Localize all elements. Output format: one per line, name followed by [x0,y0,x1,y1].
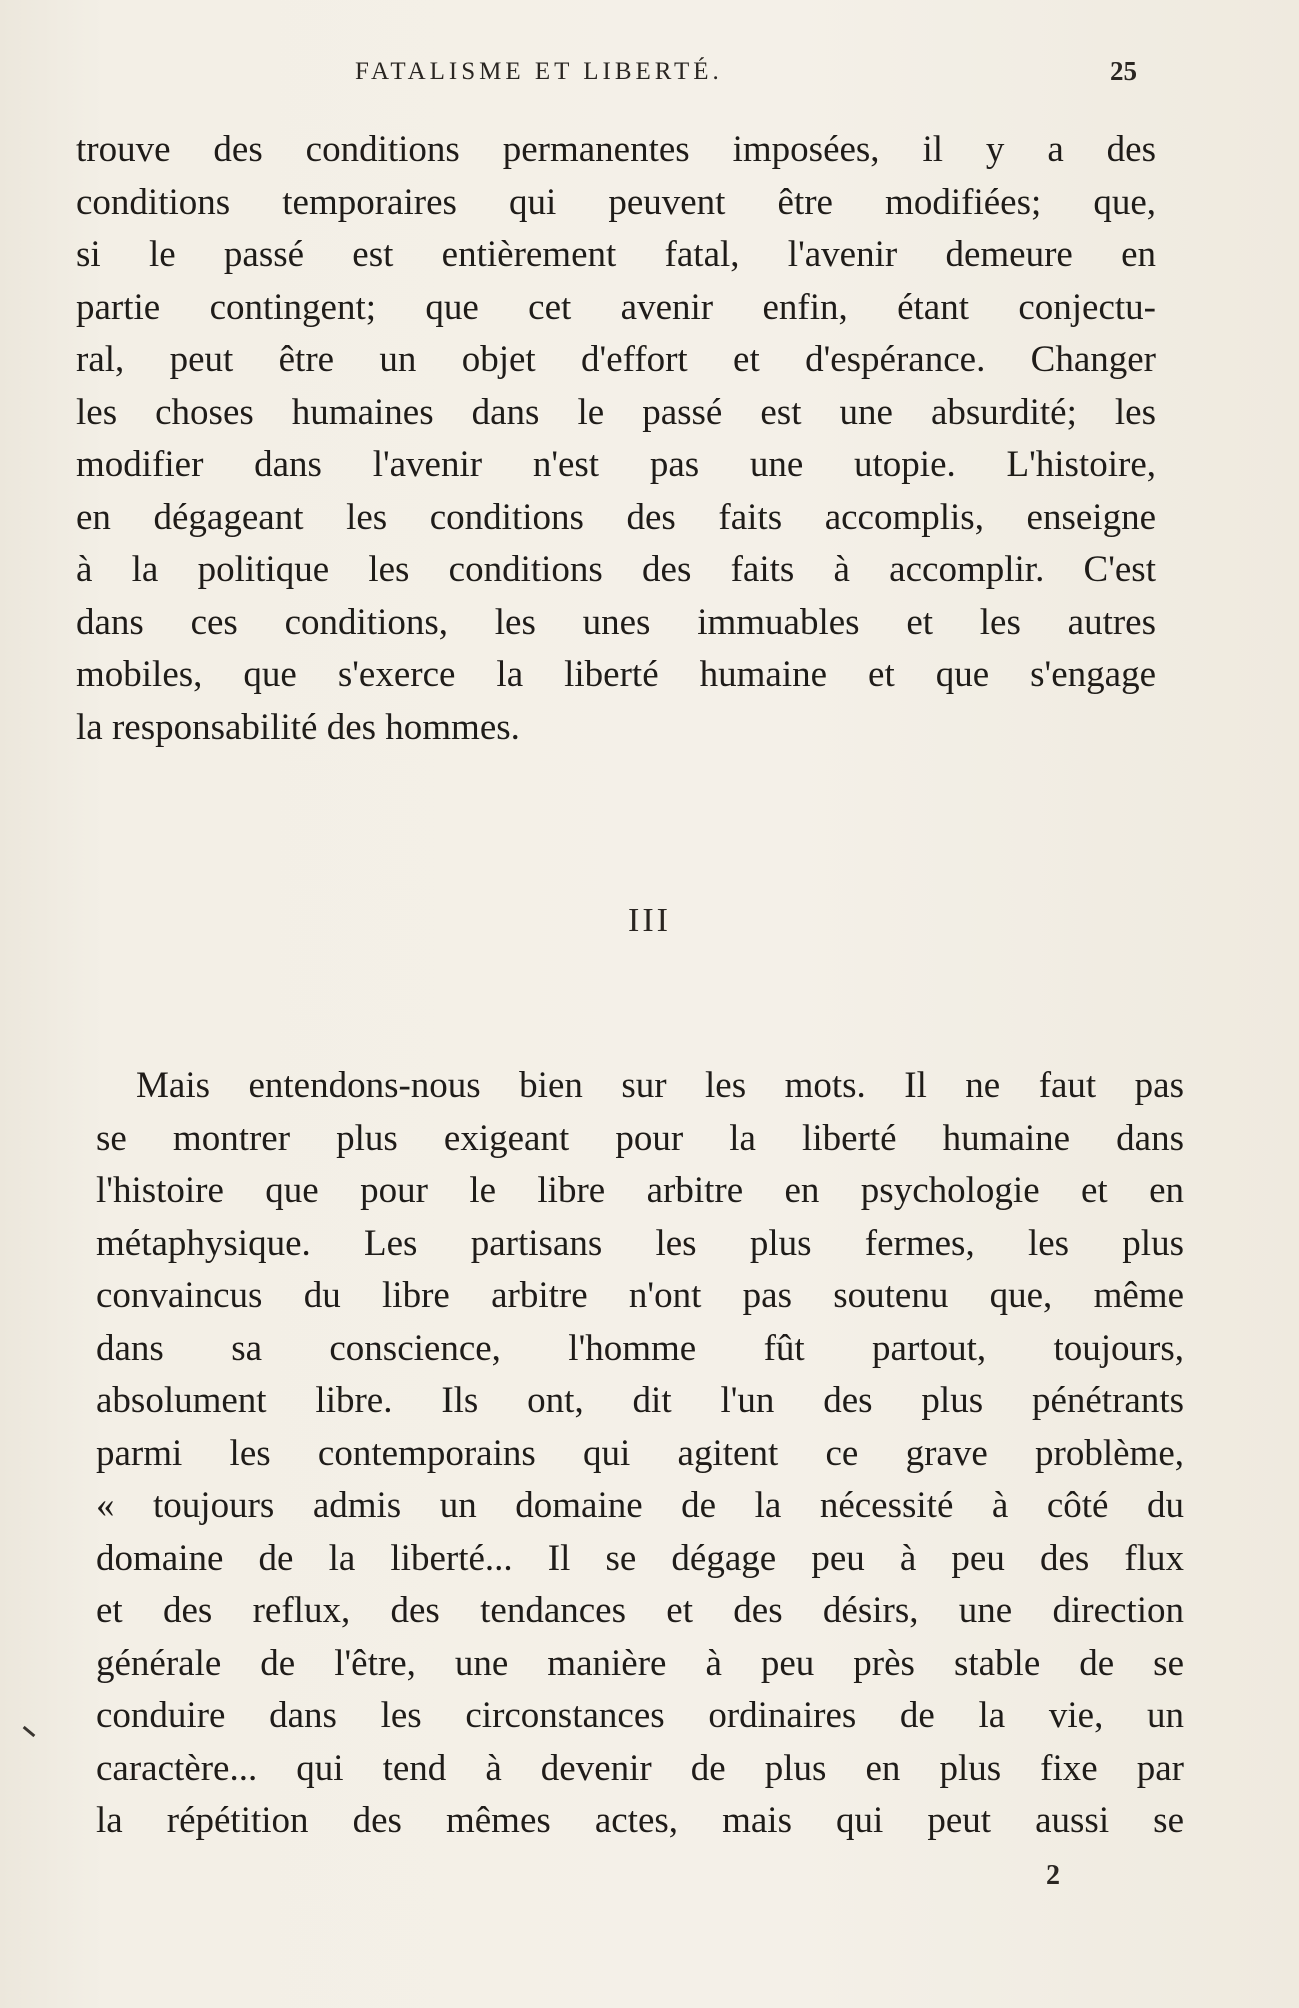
text-line: Mais entendons-nous bien sur les mots. Il ne faut pas [136,1065,1184,1106]
running-title: FATALISME ET LIBERTÉ. [355,58,723,85]
section-heading: III [628,902,671,939]
text-line: l'histoire que pour le libre arbitre en psychologie et en [96,1170,1184,1211]
text-line: trouve des conditions permanentes imposées, il y a des [76,129,1156,170]
text-line: convaincus du libre arbitre n'ont pas soutenu que, même [96,1275,1184,1316]
text-line: si le passé est entièrement fatal, l'avenir demeure en [76,234,1156,275]
text-line: ral, peut être un objet d'effort et d'espérance. Changer [76,339,1156,380]
text-line: conduire dans les circonstances ordinaires de la vie, un [96,1695,1184,1736]
text-line: dans ces conditions, les unes immuables et les autres [76,601,1156,643]
paragraph-continued [76,124,1156,754]
page-number: 25 [1110,56,1137,86]
text-line: « toujours admis un domaine de la nécessité à côté du [96,1485,1184,1526]
ink-speck [23,1726,36,1737]
text-line: dans sa conscience, l'homme fût partout, toujours, [96,1327,1184,1369]
text-line: métaphysique. Les partisans les plus fermes, les plus [96,1222,1184,1264]
text-line: absolument libre. Ils ont, dit l'un des plus pénétrants [96,1380,1184,1421]
text-line: partie contingent; que cet avenir enfin, étant conjectu- [76,286,1156,328]
text-line: parmi les contemporains qui agitent ce grave problème, [96,1432,1184,1474]
text-line: mobiles, que s'exerce la liberté humaine et que s'engage [76,654,1156,695]
text-line: en dégageant les conditions des faits accomplis, enseigne [76,496,1156,538]
text-line: domaine de la liberté... Il se dégage peu à peu des flux [96,1537,1184,1579]
text-line: les choses humaines dans le passé est une absurdité; les [76,391,1156,433]
text-line: se montrer plus exigeant pour la liberté humaine dans [96,1117,1184,1159]
text-line: générale de l'être, une manière à peu près stable de se [96,1642,1184,1684]
paragraph-section-iii [96,1060,1184,1848]
text-line: modifier dans l'avenir n'est pas une utopie. L'histoire, [76,444,1156,485]
text-line: conditions temporaires qui peuvent être modifiées; que, [76,181,1156,223]
text-line: la répétition des mêmes actes, mais qui peut aussi se [96,1800,1184,1841]
text-line: caractère... qui tend à devenir de plus en plus fixe par [96,1747,1184,1789]
text-line: la responsabilité des hommes. [76,706,520,748]
text-line: et des reflux, des tendances et des désirs, une direction [96,1590,1184,1631]
signature-mark: 2 [1046,1860,1060,1891]
text-line: à la politique les conditions des faits à accomplir. C'est [76,549,1156,590]
